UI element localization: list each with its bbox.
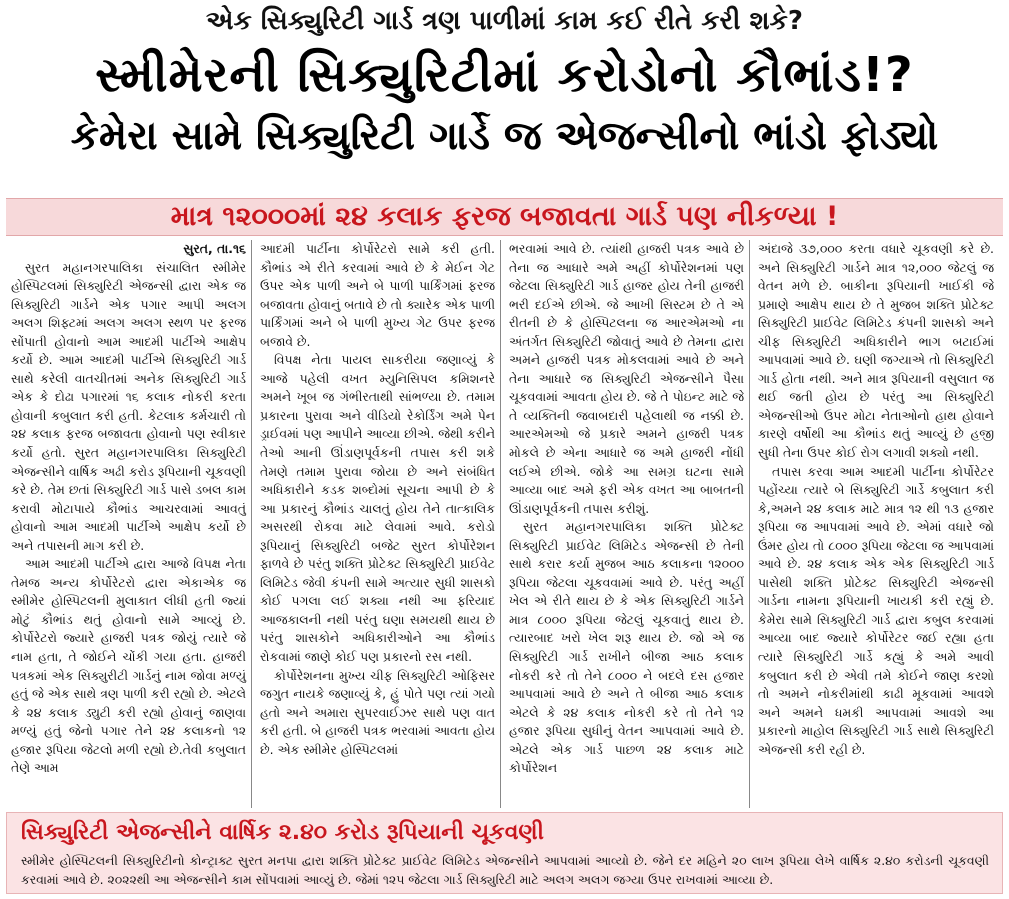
- paragraph: તપાસ કરવા આમ આદમી પાર્ટીના કોર્પોરેટર પહોંચ્યા ત્યારે બે સિક્યુરિટી ગાર્ડે કબુલાત કરી કે,અમને ૨૪ કલાક માટે માત્ર ૧૨ થી ૧૩ હજાર રૂપિયા જ આપવામાં આવે છે. એમાં વધારે જો ઉંમર હોય તો ૮૦૦૦ રૂપિયા જેટલા જ આપવામાં આવે છે. ૨૪ કલાક એક એક સિક્યુરિટી ગાર્ડ પાસેથી શક્તિ પ્રોટેક્ટ સિક્યુરિટી એજન્સી ગાર્ડના નામના રૂપિયાની ખાયકી કરી રહ્યું છે. કેમેરા સામે સિક્યુરિટી ગાર્ડ દ્વારા કબુલ કરવામાં આવ્યા બાદ જ્યારે કોર્પોરેટર જઈ રહ્યા હતા ત્યારે સિક્યુરિટી ગાર્ડે કહ્યું કે અમે આવી કબુલાત કરી છે એવી તમે કોઈને જાણ કરશો તો અમને નોકરીમાંથી કાઢી મૂકવામાં આવશે અને અમને ધમકી આપવામાં આવશે આ પ્રકારનો માહોલ સિક્યુરિટી ગાર્ડ સાથે સિક્યુરિટી એજન્સી કરી રહી છે.: [758, 463, 994, 757]
- article-column-2: [255, 240, 501, 808]
- paragraph: વિપક્ષ નેતા પાયલ સાકરીયા જણાવ્યું કે આજે પહેલી વખત મ્યુનિસિપલ કમિશનરે અમને ખૂબ જ ગંભીરતાથી સાંભળ્યા છે. તમામ પ્રકારના પુરાવા અને વીડિયો રેકોર્ડિંગ અમે પેન ડ્રાઈવમાં પણ આપીને આવ્યા છીએ. જેથી કરીને તેઓ આની ઊંડાણપૂર્વકની તપાસ કરી શકે તેમણે તમામ પુરાવા જોયા છે અને સંબંધિત અધિકારીને કડક શબ્દોમાં સૂચના આપી છે કે આ પ્રકારનું કૌભાંડ ચાલતું હોય તેને તાત્કાલિક અસરથી રોકવા માટે લેવામાં આવે. કરોડો રૂપિયાનું સિક્યુરિટી બજેટ સુરત કોર્પોરેશન ફાળવે છે પરંતુ શક્તિ પ્રોટેક્ટ સિક્યુરિટી પ્રાઈવેટ લિમિટેડ જેવી કંપની સામે અત્યાર સુધી શાસકો કોઈ પગલા લઈ શક્યા નથી આ ફરિયાદ આજકાલની નથી પરંતુ ઘણા સમયથી થાય છે પરંતુ શાસકોને અધિકારીઓને આ કૌભાંડ રોકવામાં જાણે કોઈ પણ પ્રકારનો રસ નથી.: [260, 352, 495, 665]
- sub-headline: કેમેરા સામે સિક્યુરિટી ગાર્ડે જ એજન્સીનો ભાંડો ફોડ્યો: [70, 113, 939, 159]
- paragraph: સુરત મહાનગરપાલિકા સંચાલિત સ્મીમેર હોસ્પિટલમાં સિક્યુરિટી એજન્સી દ્વારા એક જ સિક્યુરિટી ગાર્ડને એક પગાર આપી અલગ અલગ શિફ્ટમાં અલગ અલગ સ્થળ પર ફરજ સોંપાતી હોવાનો આમ આદમી પાર્ટીએ આક્ષેપ કર્યો છે. આમ આદમી પાર્ટીએ સિક્યુરિટી ગાર્ડ સાથે કરેલી વાતચીતમાં અનેક સિક્યુરિટી ગાર્ડ એક કે દોઢા પગારમાં ૧૬ કલાક નોકરી કરતા હોવાની કબુલાત કરી હતી. કેટલાક કર્મચારી તો ૨૪ કલાક ફરજ બજાવતા હોવાનો પણ સ્વીકાર કર્યો હતો. સુરત મહાનગરપાલિકા સિક્યુરિટી એજન્સીને વાર્ષિક અઢી કરોડ રૂપિયાની ચૂકવણી કરે છે. તેમ છતાં સિક્યુરિટી ગાર્ડ પાસે ડબલ કામ કરાવી મોટાપાયે કૌભાંડ આચરવામાં આવતું હોવાનો આમ આદમી પાર્ટીએ આક્ષેપ કર્યો છે અને તપાસની માગ કરી છે.: [11, 259, 246, 553]
- info-box-text: સ્મીમેર હોસ્પિટલની સિક્યુરિટીનો કોન્ટ્રાક્ટ સુરત મનપા દ્વારા શક્તિ પ્રોટેક્ટ પ્રાઈવેટ લિમિટેડ એજન્સીને આપવામાં આવ્યો છે. જેને દર મહિને ૨૦ લાખ રૂપિયા લેખે વાર્ષિક ૨.૪૦ કરોડની ચૂકવણી કરવામાં આવે છે. ૨૦૨૨થી આ એજન્સીને કામ સોંપવામાં આવ્યું છે. જેમાં ૧૨૫ જેટલા ગાર્ડ સિક્યુરિટી માટે અલગ અલગ જગ્યા ઉપર રાખવામાં આવ્યા છે.: [21, 853, 989, 887]
- paragraph: આમ આદમી પાર્ટીએ દ્વારા આજે વિપક્ષ નેતા તેમજ અન્ય કોર્પોરેટરો દ્વારા એકાએક જ સ્મીમેર હોસ્પિટલની મુલાકાત લીધી હતી જ્યાં મોટું કૌભાંડ થતું હોવાનો સામે આવ્યું છે. કોર્પોરેટરો જ્યારે હાજરી પત્રક જોયું ત્યારે જે નામ હતા, તે જોઈને ચોંકી ગયા હતા. હાજરી પત્રકમાં એક સિક્યુરીટી ગાર્ડનું નામ જોવા મળ્યું હતું જે એક સાથે ત્રણ પાળી કરી રહ્યો છે. એટલે કે ૨૪ કલાક ડ્યુટી કરી રહ્યો હોવાનું જાણવા મળ્યું હતું જેનો પગાર તેને ૨૪ કલાકનો ૧૨ હજાર રૂપિયા જેટલો મળી રહ્યો છે.તેવી કબુલાત તેણે આમ: [11, 556, 246, 776]
- paragraph: સુરત મહાનગરપાલિકા શક્તિ પ્રોટેક્ટ સિક્યુરિટી પ્રાઈવેટ લિમિટેડ એજન્સી છે તેની સાથે કરાર કર્યા મુજબ આઠ કલાકના ૧૨૦૦૦ રૂપિયા જેટલા ચૂકવવામાં આવે છે. પરંતુ અહીં ખેલ એ રીતે થાય છે કે એક સિક્યુરિટી ગાર્ડને માત્ર ૮૦૦૦ રૂપિયા જેટલું ચૂકવાતું થાય છે. ત્યારબાદ ખરો ખેલ શરૂ થાય છે. જો એ જ સિક્યુરિટી ગાર્ડ રાખીને બીજા આઠ કલાક નોકરી કરે તો તેને ૮૦૦૦ ને બદલે દસ હજાર આપવામાં આવે છે અને તે બીજા આઠ કલાક એટલે કે ૨૪ કલાક નોકરી કરે તો તેને ૧૨ હજાર રૂપિયા સુધીનું વેતન આપવામાં આવે છે. એટલે એક ગાર્ડ પાછળ ૨૪ કલાક માટે કોર્પોરેશન: [509, 519, 744, 776]
- article-column-1: [6, 240, 252, 808]
- article-column-4: [753, 240, 999, 808]
- info-box: [6, 812, 1003, 894]
- main-headline: સ્મીમેરની સિક્યુરિટીમાં કરોડોનો કૌભાંડ!?: [95, 47, 914, 103]
- kicker-headline: એક સિક્યુરિટી ગાર્ડ ત્રણ પાળીમાં કામ કઈ રીતે કરી શકે?: [206, 6, 803, 36]
- article-columns: [6, 240, 1003, 808]
- highlight-band: [6, 198, 1003, 236]
- dateline: સુરત, તા.૧૬: [183, 241, 246, 256]
- paragraph: અંદાજે ૩૭,૦૦૦ કરતા વધારે ચૂકવણી કરે છે. અને સિક્યુરિટી ગાર્ડને માત્ર ૧૨,૦૦૦ જેટલું જ વેતન મળે છે. બાકીના રૂપિયાની ખાઈકી જે પ્રમાણે આક્ષેપ થાય છે તે મુજબ શક્તિ પ્રોટેક્ટ સિક્યુરિટી પ્રાઈવેટ લિમિટેડ કંપની શાસકો અને ચીફ સિક્યુરિટી અધિકારીને ભાગ બટાઈમાં આપવામાં આવે છે. ઘણી જગ્યાએ તો સિક્યુરિટી ગાર્ડ હોતા નથી. અને માત્ર રૂપિયાની વસુલાત જ થઈ જતી હોય છે પરંતુ આ સિક્યુરિટી એજન્સીઓ ઉપર મોટા નેતાઓનો હાથ હોવાને કારણે વર્ષોથી આ કૌભાંડ થતું આવ્યું છે હજી સુધી તેના ઉપર કોઈ રોગ લગાવી શક્યો નથી.: [758, 241, 994, 461]
- paragraph: આદમી પાર્ટીના કોર્પોરેટરો સામે કરી હતી. કૌભાંડ એ રીતે કરવામાં આવે છે કે મેઈન ગેટ ઉપર એક પાળી અને બે પાળી પાર્કિંગમાં ફરજ બજાવતા હોવાનું બતાવે છે તો ક્યારેક એક પાળી પાર્કિંગમાં અને બે પાળી મુખ્ય ગેટ ઉપર ફરજ બજાવે છે.: [260, 241, 495, 349]
- paragraph: ભરવામાં આવે છે. ત્યાંથી હાજરી પત્રક આવે છે તેના જ આધારે અમે અહીં કોર્પોરેશનમાં પણ જેટલા સિક્યુરિટી ગાર્ડ હાજર હોય તેની હાજરી ભરી દઈએ છીએ. જે આખી સિસ્ટમ છે તે એ રીતની છે કે હોસ્પિટલના જ આરએમઓ ના અંતર્ગત સિક્યુરિટી જોવાતું આવે છે તેમના દ્વારા અમને હાજરી પત્રક મોકલવામાં આવે છે અને તેના આધારે જ સિક્યુરિટી એજન્સીને પૈસા ચૂકવવામાં આવતા હોય છે. જે તે પોઇન્ટ માટે જે તે વ્યક્તિની જવાબદારી પહેલાથી જ નક્કી છે. આરએમઓ જે પ્રકારે અમને હાજરી પત્રક મોકલે છે એના આધારે જ અમે હાજરી નોંધી લઈએ છીએ. જોકે આ સમગ્ર ઘટના સામે આવ્યા બાદ અમે ફરી એક વખત આ બાબતની ઊંડાણપૂર્વકની તપાસ કરીશું.: [509, 241, 744, 516]
- article-column-3: [504, 240, 750, 808]
- info-box-title: સિક્યુરિટી એજન્સીને વાર્ષિક ૨.૪૦ કરોડ રૂપિયાની ચૂકવણી: [21, 820, 544, 845]
- highlight-text: માત્ર ૧૨૦૦૦માં ૨૪ કલાક ફરજ બજાવતા ગાર્ડ પણ નીકળ્યા !: [170, 201, 839, 232]
- paragraph: કોર્પોરેશનના મુખ્ય ચીફ સિક્યુરિટી ઓફિસર જગુત નાયકે જણાવ્યું કે, હું પોતે પણ ત્યાં ગયો હતો અને અમારા સુપરવાઈઝર સાથે પણ વાત કરી હતી. બે હાજરી પત્રક ભરવામાં આવતા હોય છે. એક સ્મીમેર હોસ્પિટલમાં: [260, 667, 495, 757]
